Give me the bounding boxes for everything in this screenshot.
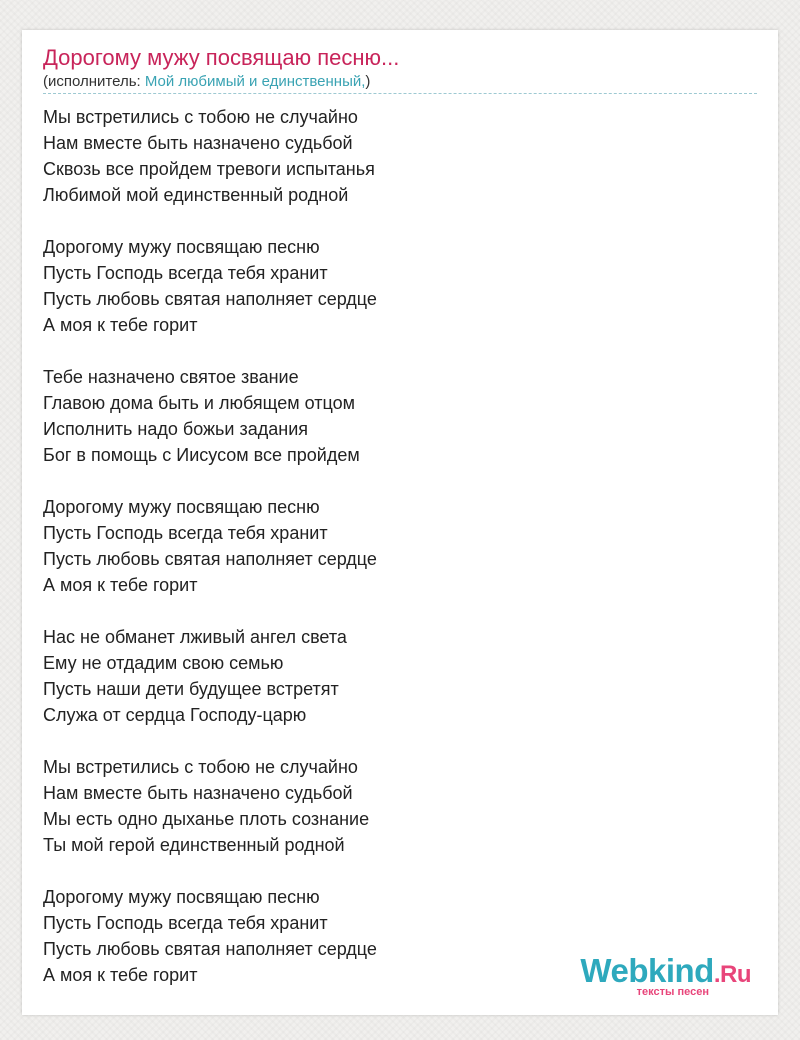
lyrics-body: [43, 104, 763, 1014]
lyric-line: Тебе назначено святое звание: [43, 367, 299, 387]
artist-link[interactable]: Мой любимый и единственный,: [144, 73, 366, 90]
lyric-line: А моя к тебе горит: [43, 965, 198, 985]
title-divider: [43, 93, 757, 94]
artist-suffix: ): [365, 73, 371, 90]
lyric-line: Нам вместе быть назначено судьбой: [43, 133, 353, 153]
song-title: Дорогому мужу посвящаю песню...: [43, 45, 400, 70]
lyric-line: Пусть наши дети будущее встретят: [43, 679, 339, 699]
lyrics-stanza: [43, 624, 763, 728]
lyric-line: Исполнить надо божьи задания: [43, 419, 308, 439]
lyric-line: А моя к тебе горит: [43, 315, 198, 335]
lyric-line: Пусть Господь всегда тебя хранит: [43, 523, 328, 543]
lyrics-stanza: [43, 104, 763, 208]
site-logo[interactable]: [551, 953, 751, 1001]
logo-subtitle: тексты песен: [636, 986, 709, 998]
lyric-line: Бог в помощь с Иисусом все пройдем: [43, 445, 360, 465]
lyric-line: Пусть любовь святая наполняет сердце: [43, 549, 377, 569]
lyric-line: А моя к тебе горит: [43, 575, 198, 595]
lyric-line: Пусть Господь всегда тебя хранит: [43, 263, 328, 283]
lyric-line: Мы встретились с тобою не случайно: [43, 757, 358, 777]
lyric-line: Служа от сердца Господу-царю: [43, 705, 307, 725]
lyric-line: Нас не обманет лживый ангел света: [43, 627, 347, 647]
lyrics-stanza: [43, 494, 763, 598]
lyric-line: Пусть Господь всегда тебя хранит: [43, 913, 328, 933]
artist-prefix: (исполнитель:: [43, 73, 145, 90]
lyric-line: Мы есть одно дыханье плоть сознание: [43, 809, 370, 829]
lyric-line: Дорогому мужу посвящаю песню: [43, 497, 320, 517]
lyrics-stanza: [43, 234, 763, 338]
lyrics-card: [22, 30, 778, 1015]
logo-tld-text: .Ru: [713, 961, 751, 988]
lyric-line: Любимой мой единственный родной: [43, 185, 349, 205]
lyric-line: Ему не отдадим свою семью: [43, 653, 284, 673]
artist-line: [43, 72, 370, 92]
lyric-line: Ты мой герой единственный родной: [43, 835, 345, 855]
lyric-line: Пусть любовь святая наполняет сердце: [43, 289, 377, 309]
lyric-line: Дорогому мужу посвящаю песню: [43, 237, 320, 257]
logo-main-text: Webkind: [580, 952, 714, 989]
lyrics-stanza: [43, 754, 763, 858]
lyric-line: Нам вместе быть назначено судьбой: [43, 783, 353, 803]
lyric-line: Мы встретились с тобою не случайно: [43, 107, 358, 127]
lyrics-stanza: [43, 364, 763, 468]
lyric-line: Дорогому мужу посвящаю песню: [43, 887, 320, 907]
lyric-line: Сквозь все пройдем тревоги испытанья: [43, 159, 375, 179]
lyric-line: Главою дома быть и любящем отцом: [43, 393, 355, 413]
lyric-line: Пусть любовь святая наполняет сердце: [43, 939, 377, 959]
